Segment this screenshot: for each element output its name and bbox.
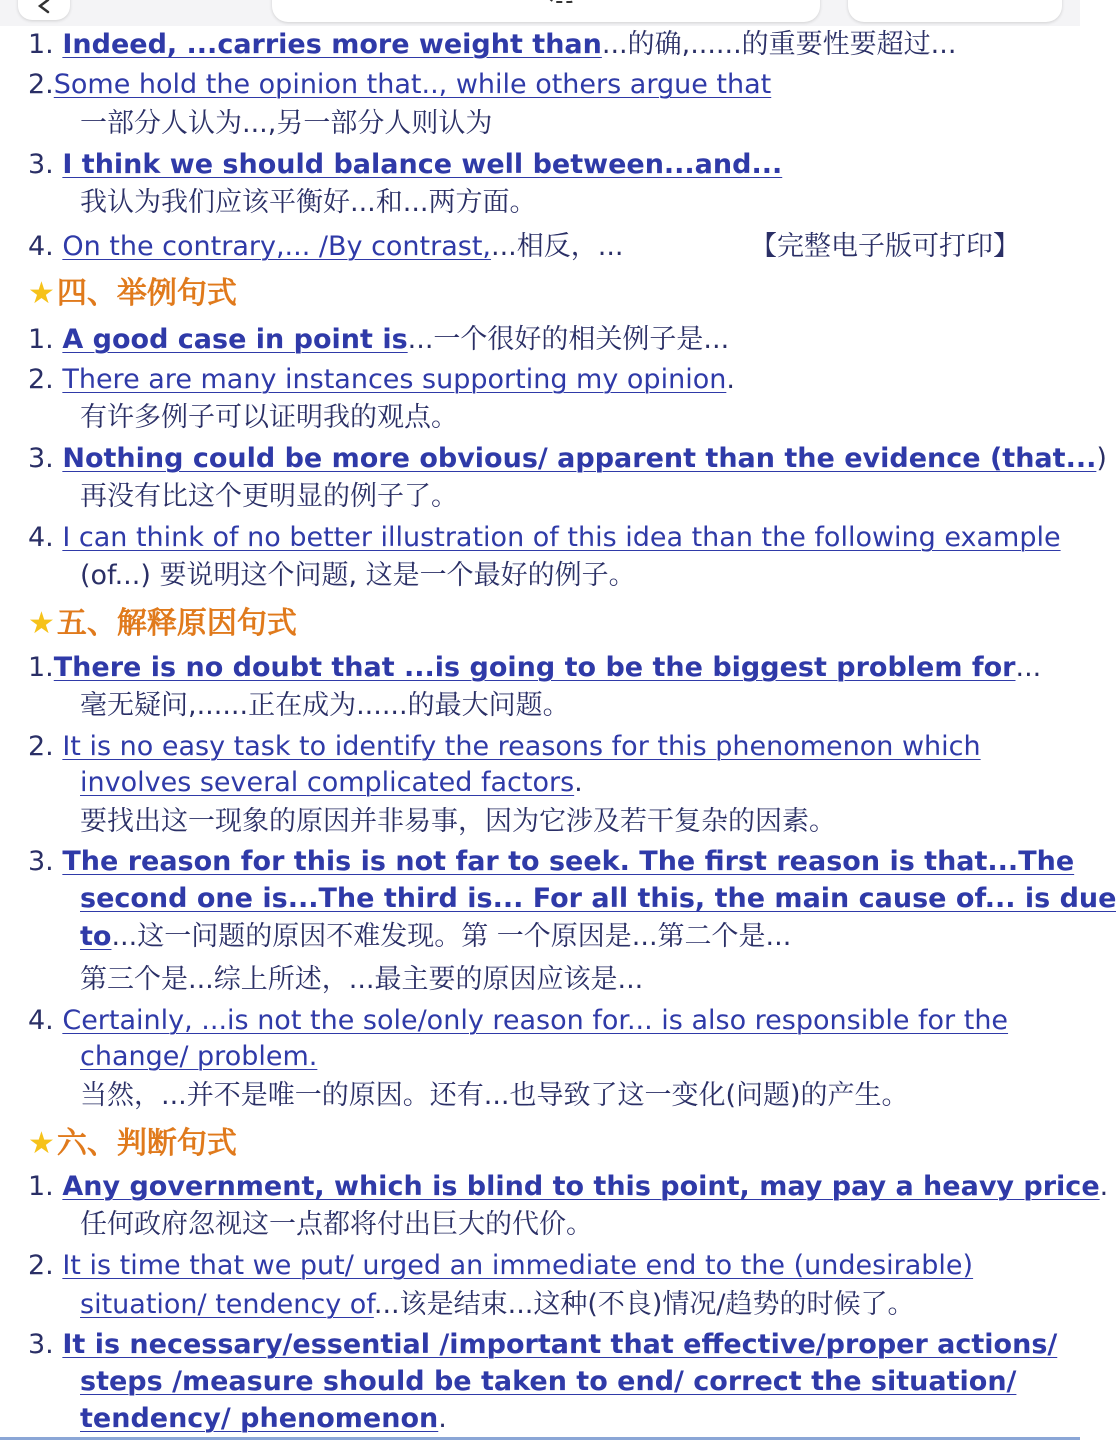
history-tools (848, 0, 1062, 22)
translation: 任何政府忽视这一点都将付出巨大的代价。 (80, 1209, 593, 1240)
chevron-left-icon (18, 0, 70, 20)
translation: 再没有比这个更明显的例子了。 (80, 481, 458, 512)
list-item: 1. A good case in point is...一个很好的相关例子是... (28, 324, 730, 355)
section-heading: ★四、举例句式 (28, 276, 237, 311)
back-button[interactable] (18, 0, 70, 20)
list-item: 3. I think we should balance well between...and... (28, 149, 783, 180)
section-heading: ★五、解释原因句式 (28, 606, 297, 641)
list-item: 3. It is necessary/essential /important that effective/proper actions/ (28, 1329, 1058, 1360)
star-icon: ★ (28, 1126, 55, 1161)
section-heading: ★六、判断句式 (28, 1126, 237, 1161)
list-item: 2. There are many instances supporting my opinion. (28, 364, 735, 395)
list-item: 3. The reason for this is not far to seek. The first reason is that...The (28, 846, 1075, 877)
list-item: 2.Some hold the opinion that.., while others argue that (28, 69, 772, 100)
shapes-icon[interactable] (548, 0, 578, 3)
list-item-continued: involves several complicated factors. (80, 767, 583, 798)
list-item: 3. Nothing could be more obvious/ apparent than the evidence (that...) (28, 443, 1107, 474)
app-toolbar (0, 0, 1080, 26)
list-item: 1. Any government, which is blind to this point, may pay a heavy price. (28, 1171, 1109, 1202)
translation: 一部分人认为...,另一部分人则认为 (80, 108, 493, 139)
list-item-continued: tendency/ phenomenon. (80, 1403, 447, 1434)
translation: 毫无疑问,......正在成为......的最大问题。 (80, 690, 570, 721)
print-tag: 【完整电子版可打印】 (750, 231, 1020, 262)
list-item: 4. I can think of no better illustration of this idea than the following example (28, 522, 1061, 553)
drawing-tools (272, 0, 820, 22)
list-item: 2. It is no easy task to identify the reasons for this phenomenon which (28, 731, 981, 762)
translation: 第三个是...综上所述，...最主要的原因应该是... (80, 964, 644, 995)
translation: 当然，...并不是唯一的原因。还有...也导致了这一变化(问题)的产生。 (80, 1080, 909, 1111)
translation: 要找出这一现象的原因并非易事，因为它涉及若干复杂的因素。 (80, 806, 836, 837)
list-item: 2. It is time that we put/ urged an immediate end to the (undesirable) (28, 1250, 974, 1281)
star-icon: ★ (28, 606, 55, 641)
list-item-continued: situation/ tendency of...该是结束...这种(不良)情况/趋势的时候了。 (80, 1289, 915, 1320)
list-item: 4. Certainly, ...is not the sole/only reason for... is also responsible for the (28, 1005, 1009, 1036)
list-item: 4. On the contrary,... /By contrast,...相反，... (28, 231, 624, 262)
list-item-continued: steps /measure should be taken to end/ correct the situation/ (80, 1366, 1017, 1397)
translation: 我认为我们应该平衡好...和...两方面。 (80, 187, 537, 218)
translation: (of...) 要说明这个问题, 这是一个最好的例子。 (80, 560, 636, 591)
star-icon: ★ (28, 276, 55, 311)
list-item-continued: change/ problem. (80, 1041, 318, 1072)
list-item: 1. Indeed, ...carries more weight than...的确,......的重要性要超过... (28, 29, 957, 60)
list-item: 1.There is no doubt that ...is going to be the biggest problem for... (28, 652, 1042, 683)
list-item-continued: second one is...The third is... For all this, the main cause of... is due (80, 883, 1116, 914)
translation: 有许多例子可以证明我的观点。 (80, 402, 458, 433)
list-item-continued: to...这一问题的原因不难发现。第 一个原因是...第二个是... (80, 921, 792, 952)
